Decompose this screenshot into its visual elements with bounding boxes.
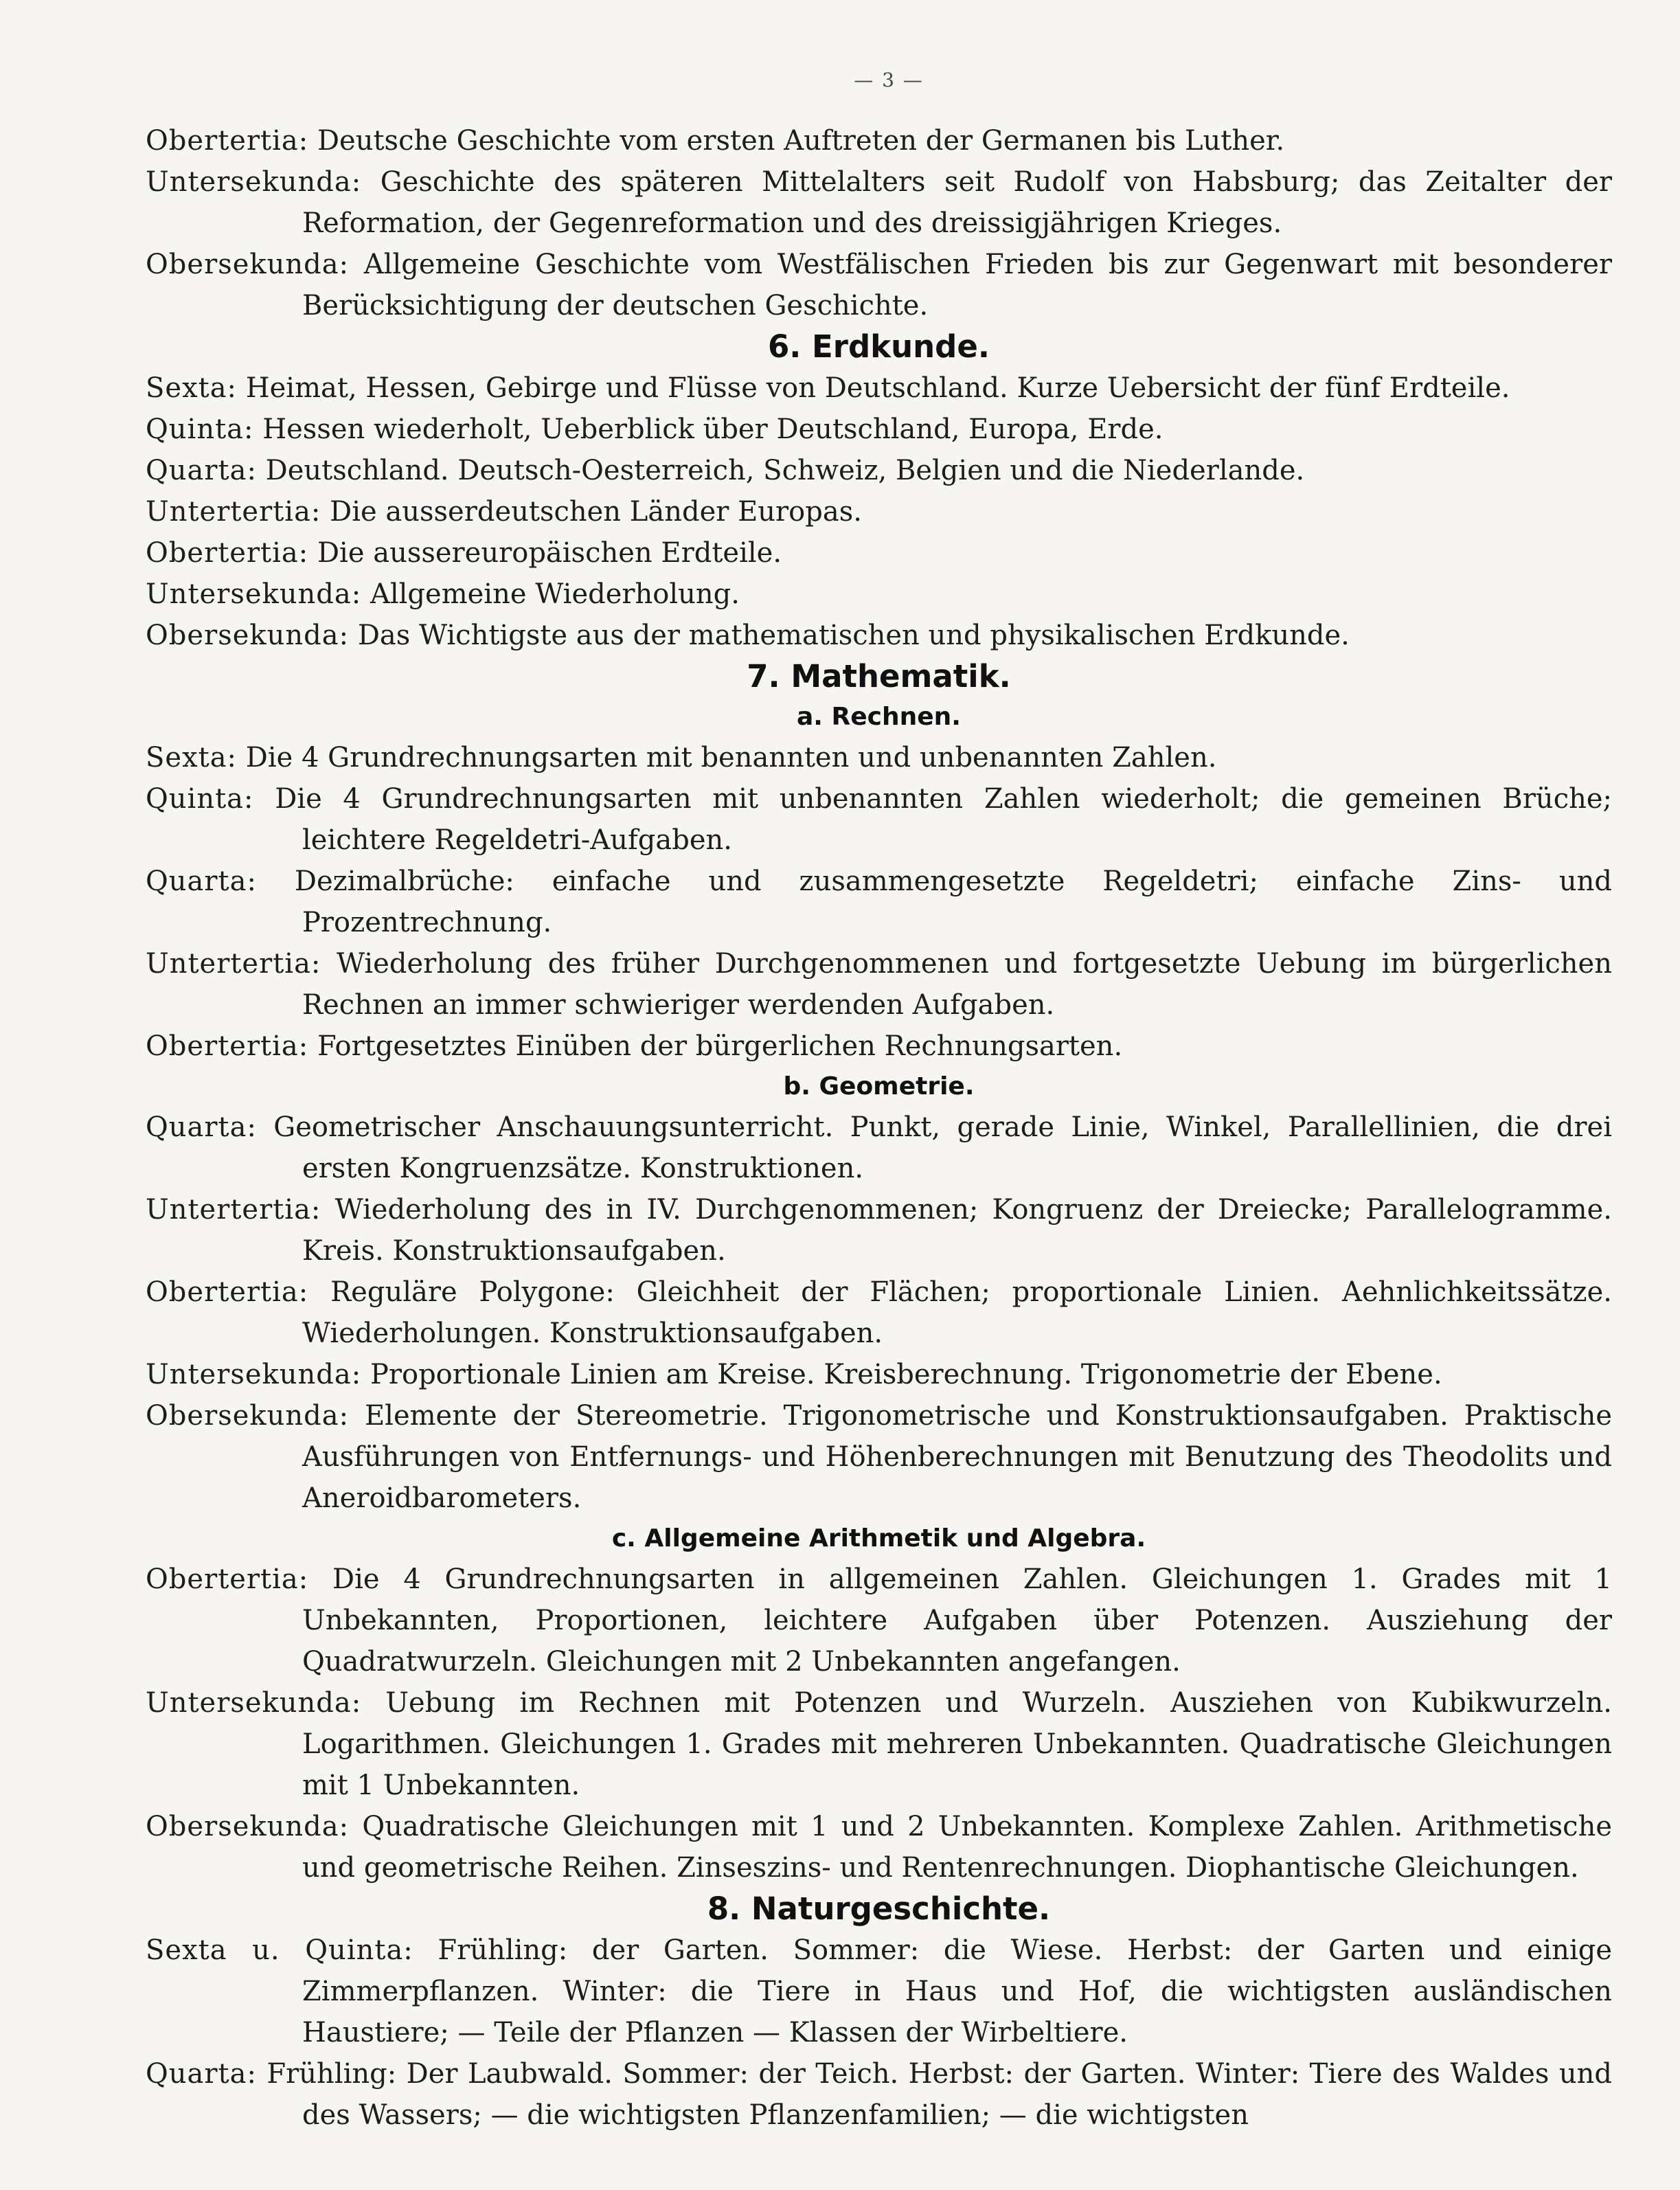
class-level-label: Obertertia: <box>146 1564 309 1595</box>
class-level-label: Quarta: <box>146 866 257 897</box>
entry-text: Wiederholung des früher Durchgenommenen und fortgesetzte Uebung im bürgerlichen Rechnen an immer schwieriger werdenden Aufgaben. <box>302 948 1612 1021</box>
entry-text: Frühling: Der Laubwald. Sommer: der Teich. Herbst: der Garten. Winter: Tiere des Waldes und des Wassers; — die wichtigsten Pflanzenfamilien; — die wichtigsten <box>266 2058 1612 2131</box>
section-heading: 6. Erdkunde. <box>767 328 990 365</box>
curriculum-entry <box>146 491 1612 532</box>
entry-text: Proportionale Linien am Kreise. Kreisberechnung. Trigonometrie der Ebene. <box>370 1359 1442 1390</box>
class-level-label: Obertertia: <box>146 125 309 157</box>
entry-text: Deutsche Geschichte vom ersten Auftreten der Germanen bis Luther. <box>317 125 1285 157</box>
entry-text: Die 4 Grundrechnungsarten in allgemeinen Zahlen. Gleichungen 1. Grades mit 1 Unbekannten, Proportionen, leichtere Aufgaben über Potenzen. Ausziehung der Quadratwurzeln. Gleichungen mit 2 Unbekannten angefangen. <box>302 1564 1613 1678</box>
entry-text: Die aussereuropäischen Erdteile. <box>317 537 782 569</box>
curriculum-entry <box>146 1026 1612 1067</box>
entry-text: Allgemeine Geschichte vom Westfälischen Frieden bis zur Gegenwart mit besonderer Berücksichtigung der deutschen Geschichte. <box>302 249 1612 321</box>
class-level-label: Untersekunda: <box>146 1687 362 1719</box>
curriculum-entry <box>146 1354 1612 1395</box>
class-level-label: Quinta: <box>146 783 254 815</box>
curriculum-entry <box>146 1189 1612 1272</box>
entry-text: Das Wichtigste aus der mathematischen und physikalischen Erdkunde. <box>357 620 1350 651</box>
page-number: — 3 — <box>854 69 924 91</box>
curriculum-entry <box>146 737 1612 778</box>
entry-text: Reguläre Polygone: Gleichheit der Flächen; proportionale Linien. Aehnlichkeitssätze. Wiederholungen. Konstruktionsaufgaben. <box>302 1276 1612 1349</box>
class-level-label: Untertertia: <box>146 496 321 528</box>
entry-text: Geometrischer Anschauungsunterricht. Punkt, gerade Linie, Winkel, Parallellinien, die drei ersten Kongruenzsätze. Konstruktionen. <box>273 1111 1612 1184</box>
entry-text: Deutschland. Deutsch-Oesterreich, Schweiz, Belgien und die Niederlande. <box>265 455 1305 486</box>
class-level-label: Obertertia: <box>146 1276 309 1308</box>
curriculum-entry <box>146 120 1612 161</box>
entry-text: Dezimalbrüche: einfache und zusammengesetzte Regeldetri; einfache Zins- und Prozentrechnung. <box>294 866 1612 938</box>
subsection-heading: c. Allgemeine Arithmetik und Algebra. <box>611 1524 1146 1553</box>
entry-text: Quadratische Gleichungen mit 1 und 2 Unbekannten. Komplexe Zahlen. Arithmetische und geometrische Reihen. Zinseszins- und Rentenrechnungen. Diophantische Gleichungen. <box>302 1811 1613 1884</box>
class-level-label: Sexta: <box>146 372 238 404</box>
entry-text: Fortgesetztes Einüben der bürgerlichen Rechnungsarten. <box>317 1030 1123 1062</box>
curriculum-entry <box>146 1107 1612 1189</box>
entry-text: Geschichte des späteren Mittelalters seit Rudolf von Habsburg; das Zeitalter der Reformation, der Gegenreformation und des dreissigjährigen Krieges. <box>302 166 1612 239</box>
class-level-label: Sexta u. Quinta: <box>146 1934 413 1966</box>
curriculum-entry <box>146 1272 1612 1354</box>
curriculum-entry <box>146 161 1612 244</box>
curriculum-entry <box>146 1806 1612 1888</box>
curriculum-entry <box>146 574 1612 615</box>
curriculum-entry <box>146 1930 1612 2053</box>
subsection-heading: a. Rechnen. <box>797 703 961 731</box>
class-level-label: Obersekunda: <box>146 1400 350 1432</box>
entry-text: Hessen wiederholt, Ueberblick über Deutschland, Europa, Erde. <box>262 414 1163 445</box>
class-level-label: Obersekunda: <box>146 620 350 651</box>
subsection-heading: b. Geometrie. <box>783 1072 975 1100</box>
entry-text: Frühling: der Garten. Sommer: die Wiese. Herbst: der Garten und einige Zimmerpflanzen. Winter: die Tiere in Haus und Hof, die wichtigsten ausländischen Haustiere; — Teile der Pflanzen — Klassen der Wirbeltiere. <box>302 1934 1613 2048</box>
class-level-label: Untersekunda: <box>146 1359 362 1390</box>
class-level-label: Sexta: <box>146 742 238 774</box>
curriculum-entry <box>146 409 1612 450</box>
class-level-label: Quarta: <box>146 2058 257 2090</box>
class-level-label: Obersekunda: <box>146 1811 350 1842</box>
entry-text: Elemente der Stereometrie. Trigonometrische und Konstruktionsaufgaben. Praktische Ausführungen von Entfernungs- und Höhenberechnungen mit Benutzung des Theodolits und Aneroidbarometers. <box>302 1400 1612 1514</box>
curriculum-entry <box>146 368 1612 409</box>
class-level-label: Untersekunda: <box>146 578 362 610</box>
entry-text: Die 4 Grundrechnungsarten mit benannten und unbenannten Zahlen. <box>245 742 1217 774</box>
curriculum-entry <box>146 778 1612 861</box>
curriculum-entry <box>146 244 1612 326</box>
curriculum-entry <box>146 1395 1612 1519</box>
class-level-label: Untertertia: <box>146 948 321 980</box>
entry-text: Die 4 Grundrechnungsarten mit unbenannten Zahlen wiederholt; die gemeinen Brüche; leichtere Regeldetri-Aufgaben. <box>275 783 1613 856</box>
curriculum-entry <box>146 2053 1612 2136</box>
entry-text: Uebung im Rechnen mit Potenzen und Wurzeln. Ausziehen von Kubikwurzeln. Logarithmen. Gleichungen 1. Grades mit mehreren Unbekannten. Quadratische Gleichungen mit 1 Unbekannten. <box>302 1687 1612 1801</box>
curriculum-entry <box>146 943 1612 1026</box>
document-body <box>146 120 1612 2136</box>
curriculum-entry <box>146 1682 1612 1806</box>
class-level-label: Quarta: <box>146 1111 257 1143</box>
section-heading: 7. Mathematik. <box>747 658 1011 695</box>
entry-text: Wiederholung des in IV. Durchgenommenen; Kongruenz der Dreiecke; Parallelogramme. Kreis. Konstruktionsaufgaben. <box>302 1194 1612 1267</box>
curriculum-entry <box>146 450 1612 491</box>
curriculum-entry <box>146 1559 1612 1682</box>
curriculum-entry <box>146 615 1612 656</box>
class-level-label: Untersekunda: <box>146 166 362 198</box>
class-level-label: Untertertia: <box>146 1194 321 1226</box>
curriculum-entry <box>146 861 1612 943</box>
entry-text: Die ausserdeutschen Länder Europas. <box>330 496 862 528</box>
entry-text: Heimat, Hessen, Gebirge und Flüsse von Deutschland. Kurze Uebersicht der fünf Erdteile. <box>245 372 1510 404</box>
section-heading: 8. Naturgeschichte. <box>707 1890 1051 1927</box>
class-level-label: Quinta: <box>146 414 254 445</box>
class-level-label: Obertertia: <box>146 537 309 569</box>
class-level-label: Obertertia: <box>146 1030 309 1062</box>
class-level-label: Obersekunda: <box>146 249 350 280</box>
class-level-label: Quarta: <box>146 455 257 486</box>
entry-text: Allgemeine Wiederholung. <box>370 578 740 610</box>
curriculum-entry <box>146 532 1612 574</box>
